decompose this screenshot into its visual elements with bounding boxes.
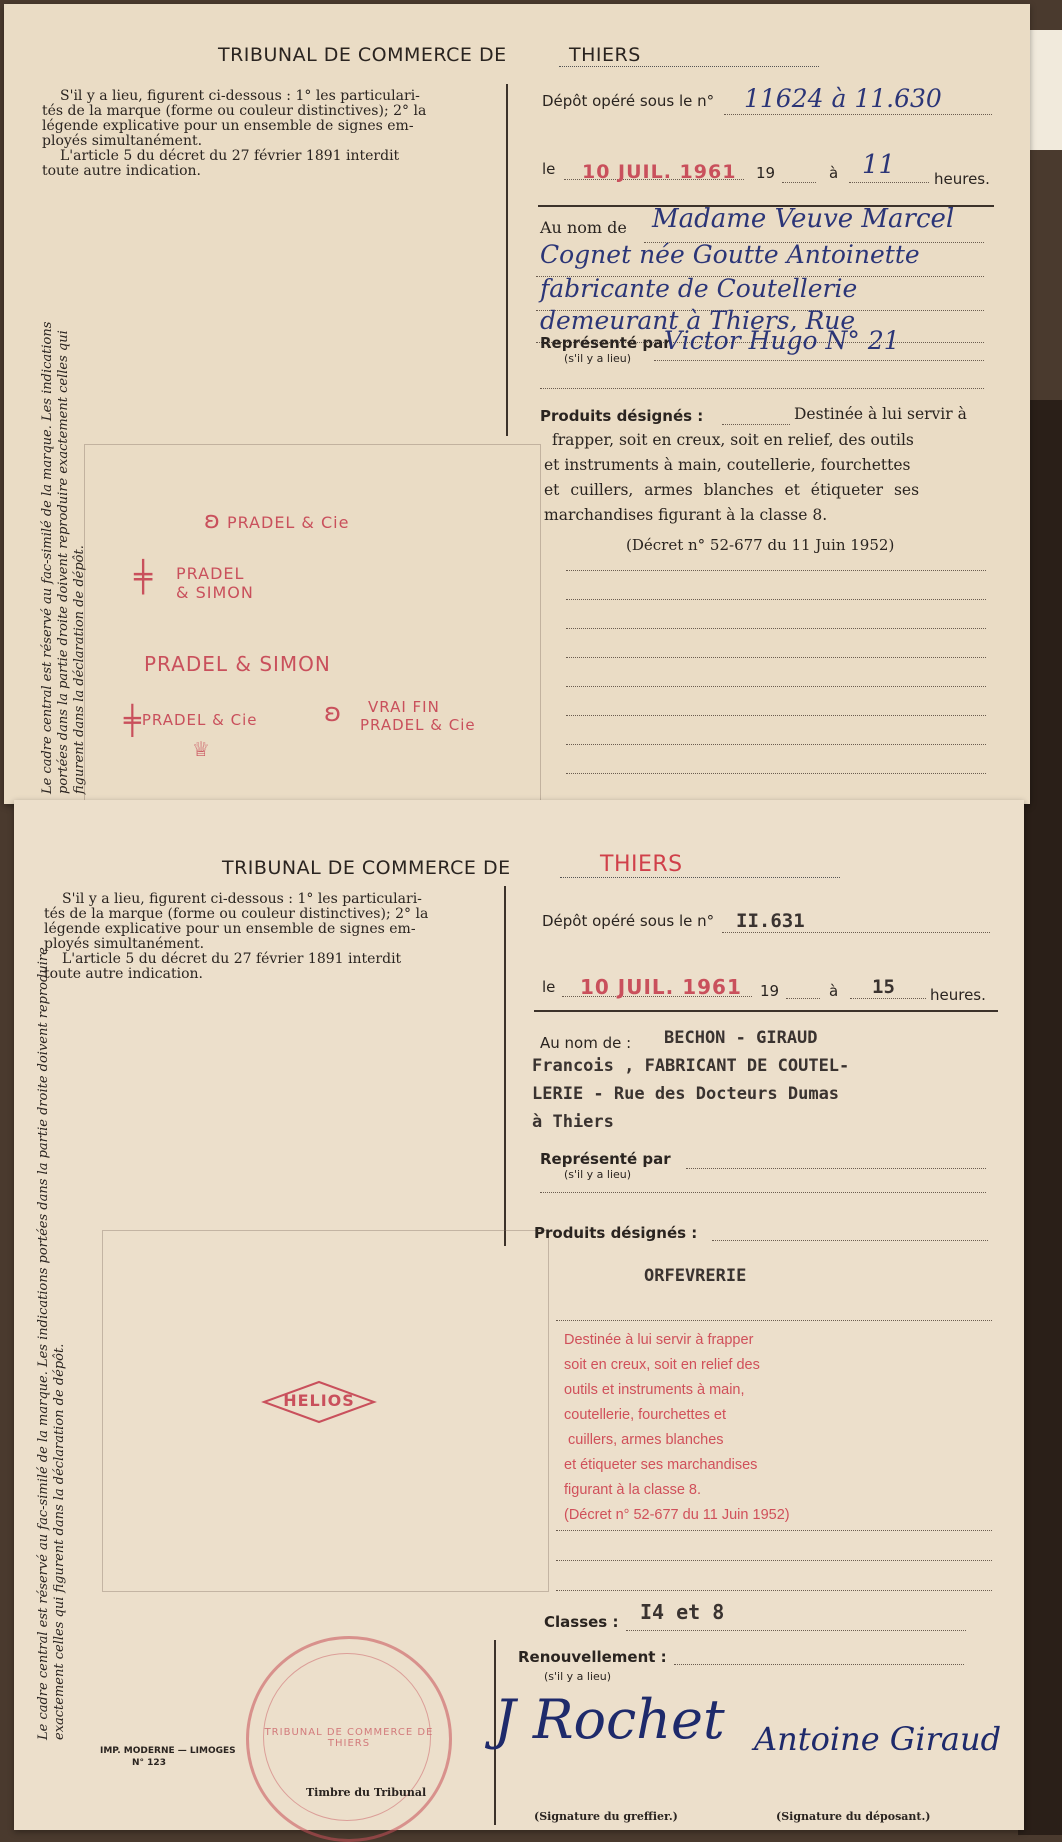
form2-name-4: à Thiers (532, 1112, 614, 1132)
form2-name-2: Francois , FABRICANT DE COUTEL- (532, 1056, 850, 1076)
form2-blank-line (540, 1192, 986, 1193)
red-line: outils et instruments à main, (564, 1382, 745, 1398)
form1-produits-3: et instruments à main, coutellerie, fourchettes (544, 456, 911, 474)
form1-year-line (782, 182, 816, 183)
form2-depot-line (722, 932, 990, 933)
form1-produits-5: marchandises figurant à la classe 8. (544, 506, 828, 524)
form2-instructions (44, 892, 494, 982)
form1-blank-line (540, 388, 984, 389)
helios-mark-text: HELIOS (283, 1391, 355, 1410)
mark-pradel-cie-2 (124, 704, 257, 761)
instr-line: L'article 5 du décret du 27 février 1891 interdit (62, 951, 402, 967)
form2-classes-line (626, 1630, 966, 1631)
form2-renouvellement-line (674, 1664, 964, 1665)
adjacent-page-edge (1028, 30, 1062, 150)
form1-represente-line (654, 360, 984, 361)
form1-depot-line (724, 114, 992, 115)
form1-au-nom-label: Au nom de (540, 218, 627, 237)
form1-line (566, 599, 986, 600)
form2-line (556, 1320, 992, 1321)
signature-deposant-label: (Signature du déposant.) (776, 1810, 931, 1823)
form2-heures-label: heures. (930, 986, 986, 1004)
form1-produits-line (722, 424, 790, 425)
form2-date-stamp: 10 JUIL. 1961 (580, 975, 742, 999)
form1-produits-label: Produits désignés : (540, 407, 704, 425)
form1-line (566, 773, 986, 774)
tribunal-seal (246, 1636, 452, 1842)
form1-date-stamp: 10 JUIL. 1961 (582, 161, 737, 183)
mark-text: PRADEL & Cie (226, 513, 350, 532)
instr-line: ployés simultanément. (44, 936, 205, 952)
form1-year-prefix: 19 (756, 164, 776, 182)
mark-text: PRADEL & Cie (360, 716, 476, 734)
form1-hour: 11 (862, 150, 896, 180)
form1-divider (506, 84, 508, 436)
form1-name-2: Cognet née Goutte Antoinette (540, 240, 920, 269)
form1-side-note: Le cadre central est réservé au fac-similé de la marque. Les indications portées dans la partie droite doivent reproduire exactement celles qui figurent dans la déclaration de dépôt. (40, 321, 87, 794)
form1-produits-1: Destinée à lui servir à (794, 405, 967, 423)
form2-au-nom-label: Au nom de : (540, 1034, 632, 1052)
form2-divider (504, 886, 506, 1246)
red-line: et étiqueter ses marchandises (564, 1457, 758, 1473)
instr-line: toute autre indication. (44, 966, 203, 982)
red-line: soit en creux, soit en relief des (564, 1357, 760, 1373)
form1-produits-2: frapper, soit en creux, soit en relief, des outils (552, 431, 914, 449)
form1-a-label: à (829, 164, 839, 182)
instr-line: ployés simultanément. (42, 133, 203, 149)
instr-line: légende explicative pour un ensemble de signes em- (42, 118, 414, 134)
form2-depot-label: Dépôt opéré sous le n° (542, 912, 715, 930)
form-sheet-1 (4, 4, 1030, 804)
form1-line (566, 686, 986, 687)
form1-le-label: le (542, 160, 556, 178)
form1-depot-label: Dépôt opéré sous le n° (542, 92, 715, 110)
instr-line: S'il y a lieu, figurent ci-dessous : 1° les particulari- (60, 88, 420, 104)
signature-deposant: Antoine Giraud (754, 1720, 1002, 1758)
form2-represente-line (686, 1168, 986, 1169)
form1-line (566, 744, 986, 745)
form1-produits-4: et cuillers, armes blanches et étiqueter ses (544, 481, 920, 499)
mark-pradel-simon: PRADEL & SIMON (144, 652, 331, 676)
form1-header-city: THIERS (559, 44, 819, 67)
form2-header-city: THIERS (560, 852, 840, 878)
red-line: cuillers, armes blanches (568, 1432, 724, 1448)
form1-hour-line (849, 182, 929, 183)
form1-instructions (42, 89, 492, 179)
form2-hour: 15 (872, 976, 895, 998)
form1-line (566, 715, 986, 716)
form1-decret: (Décret n° 52-677 du 11 Juin 1952) (626, 536, 895, 554)
form1-represente-value: Victor Hugo N° 21 (664, 326, 900, 355)
form2-name-3: LERIE - Rue des Docteurs Dumas (532, 1084, 840, 1104)
form2-classes-value: I4 et 8 (640, 1600, 725, 1624)
form2-sil-y-a-lieu-2: (s'il y a lieu) (544, 1670, 612, 1683)
form2-hour-line (850, 998, 926, 999)
scissors-emblem-icon: ʚ (324, 698, 343, 728)
form1-sil-y-a-lieu: (s'il y a lieu) (564, 352, 632, 365)
form1-represente-label: Représenté par (540, 334, 671, 352)
form2-line (556, 1560, 992, 1561)
instr-line: tés de la marque (forme ou couleur distinctives); 2° la (44, 906, 429, 922)
signature-greffier-label: (Signature du greffier.) (534, 1810, 678, 1823)
form1-line (566, 570, 986, 571)
printer-number: N° 123 (132, 1758, 166, 1768)
crossed-swords-icon: ╪ (124, 704, 142, 737)
instr-line: toute autre indication. (42, 163, 201, 179)
instr-line: tés de la marque (forme ou couleur distinctives); 2° la (42, 103, 427, 119)
scissors-emblem-icon: ʚ (204, 506, 221, 534)
crown-icon: ♕ (192, 737, 211, 761)
form2-sil-y-a-lieu: (s'il y a lieu) (564, 1168, 632, 1181)
seal-text: TRIBUNAL DE COMMERCE DE THIERS (264, 1727, 434, 1749)
form2-red-stamp-text (564, 1328, 790, 1528)
form1-heures-label: heures. (934, 170, 990, 188)
timbre-label: Timbre du Tribunal (306, 1786, 427, 1799)
mark-pradel-cie-1 (204, 506, 349, 534)
form2-classes-label: Classes : (544, 1613, 619, 1631)
form2-line (556, 1590, 992, 1591)
form2-produits-value: ORFEVRERIE (644, 1266, 747, 1286)
form1-name-1: Madame Veuve Marcel (652, 204, 955, 234)
form2-line (556, 1530, 992, 1531)
instr-line: L'article 5 du décret du 27 février 1891 interdit (60, 148, 400, 164)
form2-header-prefix: TRIBUNAL DE COMMERCE DE (222, 857, 511, 879)
form1-depot-number: 11624 à 11.630 (744, 84, 942, 113)
helios-mark (260, 1380, 378, 1424)
form2-side-note: Le cadre central est réservé au fac-similé de la marque. Les indications portées dans la partie droite doivent reproduire exactement celles qui figurent dans la déclaration de dépôt. (36, 947, 67, 1740)
form2-produits-line (712, 1240, 988, 1241)
instr-line: S'il y a lieu, figurent ci-dessous : 1° les particulari- (62, 891, 422, 907)
instr-line: légende explicative pour un ensemble de signes em- (44, 921, 416, 937)
printer-name: IMP. MODERNE — LIMOGES (100, 1746, 236, 1756)
form2-represente-label: Représenté par (540, 1150, 671, 1168)
form2-renouvellement-label: Renouvellement : (518, 1648, 667, 1666)
form2-name-1: BECHON - GIRAUD (664, 1028, 818, 1048)
signature-greffier: J Rochet (494, 1688, 725, 1751)
crossed-swords-icon: ╪ (134, 560, 154, 595)
form2-year-line (786, 998, 820, 999)
mark-text: VRAI FIN (368, 698, 440, 716)
red-line: (Décret n° 52-677 du 11 Juin 1952) (564, 1507, 790, 1523)
form1-name-3: fabricante de Coutellerie (540, 274, 858, 303)
form-sheet-2 (14, 800, 1024, 1830)
form1-line (566, 628, 986, 629)
red-line: Destinée à lui servir à frapper (564, 1332, 754, 1348)
form2-produits-label: Produits désignés : (534, 1224, 698, 1242)
mark-vrai-fin (324, 698, 476, 734)
mark-text: & SIMON (176, 583, 254, 602)
form2-year-prefix: 19 (760, 982, 780, 1000)
form2-depot-number: II.631 (736, 910, 805, 932)
form1-header-prefix: TRIBUNAL DE COMMERCE DE (218, 44, 507, 66)
form2-le-label: le (542, 978, 556, 996)
form2-rule (534, 1010, 998, 1012)
mark-text: PRADEL (176, 564, 245, 583)
mark-text: PRADEL & Cie (141, 711, 258, 729)
red-line: figurant à la classe 8. (564, 1482, 702, 1498)
form1-name-4: demeurant à Thiers, Rue (540, 306, 856, 335)
form1-line (566, 657, 986, 658)
mark-pradel-simon-small (134, 560, 254, 602)
red-line: coutellerie, fourchettes et (564, 1407, 727, 1423)
form2-a-label: à (829, 982, 839, 1000)
